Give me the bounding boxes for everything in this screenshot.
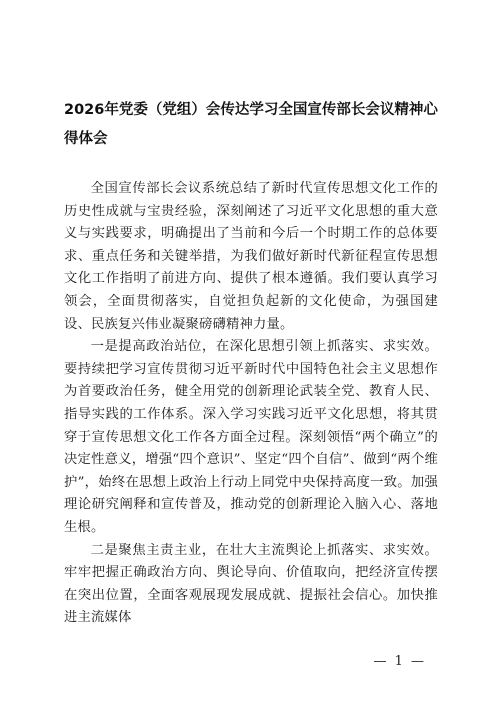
paragraph-point-two: 二是聚焦主责主业，在壮大主流舆论上抓落实、求实效。 牢牢把握正确政治方向、舆论导向、价值取向，把经济宣传摆在突出位置，全面客观展现发展成就、提振社会信心。加快推进主流媒体 (64, 542, 438, 626)
paragraph-point-one: 一是提高政治站位，在深化思想引领上抓落实、求实效。 要持续把学习宣传贯彻习近平新时代中国特色社会主义思想作为首要政治任务，健全用党的创新理论武装全党、教育人民、指导实践的工作体系。深入学习实践习近平文化思想，将其贯穿于宣传思想文化工作各方面全过程。深刻领悟“两个确立”的决定性意义，增强“四个意识”、坚定“四个自信”、做到“两个维护”，始终在思想上政治上行动上同党中央保持高度一致。加强理论研究阐释和宣传普及，推动党的创新理论入脑入心、落地生根。 (64, 339, 438, 535)
page-number: — 1 — (373, 654, 426, 669)
document-title: 2026年党委（党组）会传达学习全国宣传部长会议精神心得体会 (64, 102, 438, 147)
paragraph-intro: 全国宣传部长会议系统总结了新时代宣传思想文化工作的历史性成就与宝贵经验，深刻阐述了习近平文化思想的重大意义与实践要求，明确提出了当前和今后一个时期工作的总体要求、重点任务和关键举措，为我们做好新时代新征程宣传思想文化工作指明了前进方向、提供了根本遵循。我们要认真学习领会，全面贯彻落实，自觉担负起新的文化使命，为强国建设、民族复兴伟业凝聚磅礴精神力量。 (64, 181, 438, 332)
document-body (64, 178, 438, 630)
